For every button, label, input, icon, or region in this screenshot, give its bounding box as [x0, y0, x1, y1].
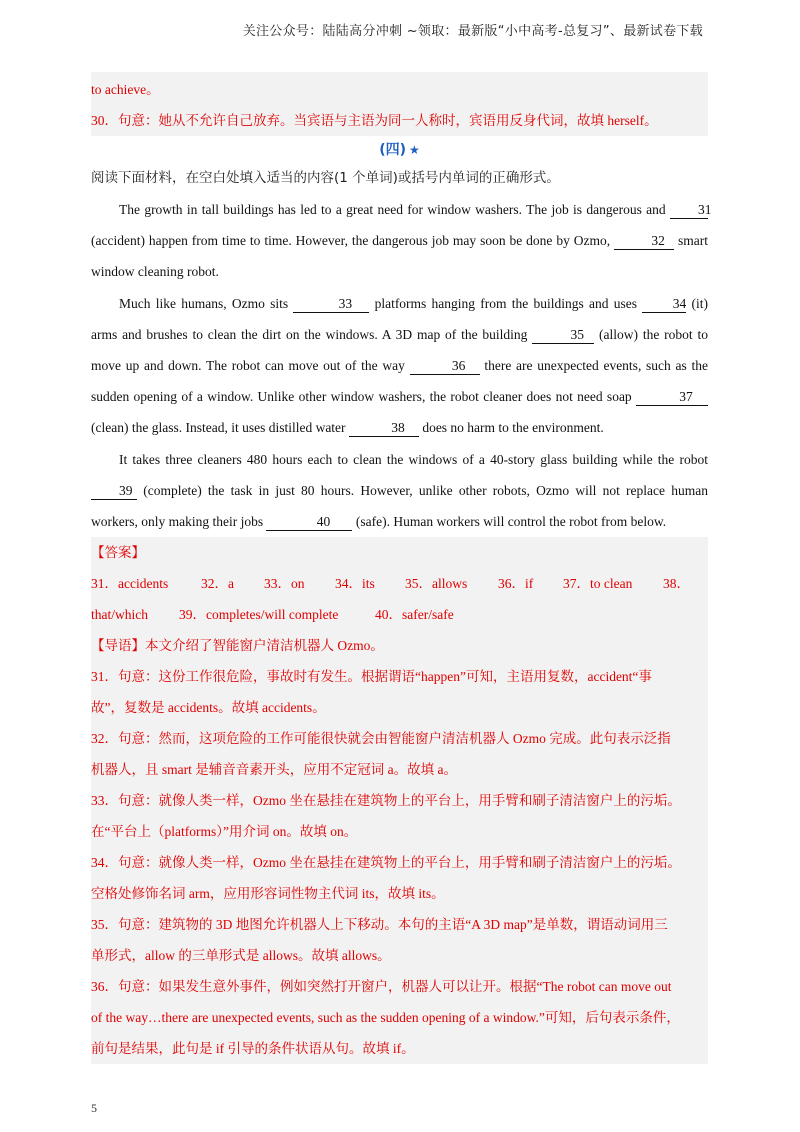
- answer-item: 31．accidents: [91, 576, 169, 592]
- blank-31: 31: [670, 202, 708, 219]
- text: platforms hanging from the buildings and uses: [369, 295, 643, 311]
- explanation-36-line-1: 36．句意：如果发生意外事件，例如突然打开窗户，机器人可以让开。根据“The robot can move out: [91, 979, 672, 995]
- prev-line-1: to achieve。: [91, 82, 160, 97]
- blank-39: 39: [91, 483, 137, 500]
- answer-row-2: [91, 599, 708, 630]
- answer-item: 33．on: [264, 576, 305, 592]
- answer-item: 38．: [663, 576, 690, 592]
- text: there are unexpected events, such as the sudden opening of a window. Unlike other window washers, the robot cleaner does not need soap: [91, 358, 708, 405]
- text: (clean) the glass. Instead, it uses distilled water: [91, 420, 349, 436]
- text: It takes three cleaners 480 hours each to clean the windows of a 40-story glass building while the robot: [119, 451, 708, 467]
- page-header: 关注公众号：陆陆高分冲刺 ~领取：最新版“小中高考-总复习”、最新试卷下载: [242, 24, 703, 39]
- answer-item: 40．safer/safe: [375, 607, 454, 623]
- section-title-text: (四): [379, 142, 407, 158]
- answer-item: 36．if: [498, 576, 534, 592]
- blank-36: 36: [410, 358, 480, 375]
- answer-item: 34．its: [335, 576, 375, 592]
- explanation-36-line-2: of the way…there are unexpected events, such as the sudden opening of a window.”可知，后句表示条件，: [91, 1010, 680, 1026]
- passage-paragraph-3: [91, 444, 708, 538]
- text: (complete) the task in just 80 hours. However, unlike other robots, Ozmo will not replace human workers, only making their jobs: [91, 482, 708, 530]
- blank-35: 35: [532, 327, 594, 344]
- blank-38: 38: [349, 420, 419, 437]
- explanation-34-line-1: 34．句意：就像人类一样，Ozmo 坐在悬挂在建筑物上的平台上，用手臂和刷子清洁窗户上的污垢。: [91, 855, 681, 871]
- page-number: 5: [91, 1101, 97, 1115]
- answer-label: 【答案】: [91, 545, 145, 561]
- blank-37: 37: [636, 389, 708, 406]
- explanation-31-line-1: 31．句意：这份工作很危险，事故时有发生。根据谓语“happen”可知，主语用复数，accident“事: [91, 669, 652, 685]
- text: The growth in tall buildings has led to a great need for window washers. The job is dangerous and: [119, 202, 670, 217]
- star-icon: ★: [409, 143, 420, 157]
- explanation-32-line-2: 机器人，且 smart 是辅音音素开头，应用不定冠词 a。故填 a。: [91, 762, 457, 778]
- prev-line-2: 30．句意：她从不允许自己放弃。当宾语与主语为同一人称时，宾语用反身代词，故填 herself。: [91, 113, 658, 128]
- text: (allow) the robot to move up and down. The robot can move out of the way: [91, 326, 708, 374]
- blank-40: 40: [266, 514, 352, 531]
- text: smart window cleaning robot.: [91, 233, 709, 280]
- explanation-35-line-1: 35．句意：建筑物的 3D 地图允许机器人上下移动。本句的主语“A 3D map”是单数，谓语动词用三: [91, 917, 668, 933]
- explanation-34-line-2: 空格处修饰名词 arm，应用形容词性物主代词 its，故填 its。: [91, 886, 445, 902]
- blank-33: 33: [293, 296, 369, 313]
- previous-answer-block: [91, 72, 708, 136]
- explanation-33-line-2: 在“平台上（platforms）”用介词 on。故填 on。: [91, 824, 358, 840]
- instruction: 阅读下面材料，在空白处填入适当的内容(1 个单词)或括号内单词的正确形式。: [91, 170, 560, 186]
- text: does no harm to the environment.: [418, 420, 604, 436]
- answer-item: that/which: [91, 607, 148, 623]
- text: (accident) happen from time to time. However, the dangerous job may soon be done by Ozmo,: [91, 233, 615, 249]
- passage-paragraph-2: [91, 288, 708, 444]
- explanation-31-line-2: 故”，复数是 accidents。故填 accidents。: [91, 700, 326, 716]
- section-title: [91, 138, 708, 162]
- text: Much like humans, Ozmo sits: [119, 295, 294, 311]
- page-content: [91, 72, 712, 1064]
- explanation-32-line-1: 32．句意：然而，这项危险的工作可能很快就会由智能窗户清洁机器人 Ozmo 完成。此句表示泛指: [91, 731, 671, 747]
- text: (it) arms and brushes to clean the dirt on the windows. A 3D map of the building: [91, 295, 708, 342]
- answer-item: 39．completes/will complete: [179, 607, 339, 623]
- blank-32: 32: [614, 233, 674, 250]
- answer-block: [91, 537, 708, 1064]
- guide-text: 【导语】本文介绍了智能窗户清洁机器人 Ozmo。: [91, 638, 384, 654]
- explanation-35-line-2: 单形式，allow 的三单形式是 allows。故填 allows。: [91, 948, 391, 964]
- explanation-33-line-1: 33．句意：就像人类一样，Ozmo 坐在悬挂在建筑物上的平台上，用手臂和刷子清洁窗户上的污垢。: [91, 793, 681, 809]
- passage-paragraph-1: [91, 194, 712, 288]
- explanation-36-line-3: 前句是结果，此句是 if 引导的条件状语从句。故填 if。: [91, 1041, 415, 1057]
- blank-34: 34: [642, 296, 686, 313]
- text: (safe). Human workers will control the robot from below.: [352, 514, 667, 530]
- answer-item: 32．a: [201, 576, 234, 592]
- answer-item: 37．to clean: [563, 576, 633, 592]
- answer-row-1: [91, 568, 708, 599]
- answer-item: 35．allows: [405, 576, 468, 592]
